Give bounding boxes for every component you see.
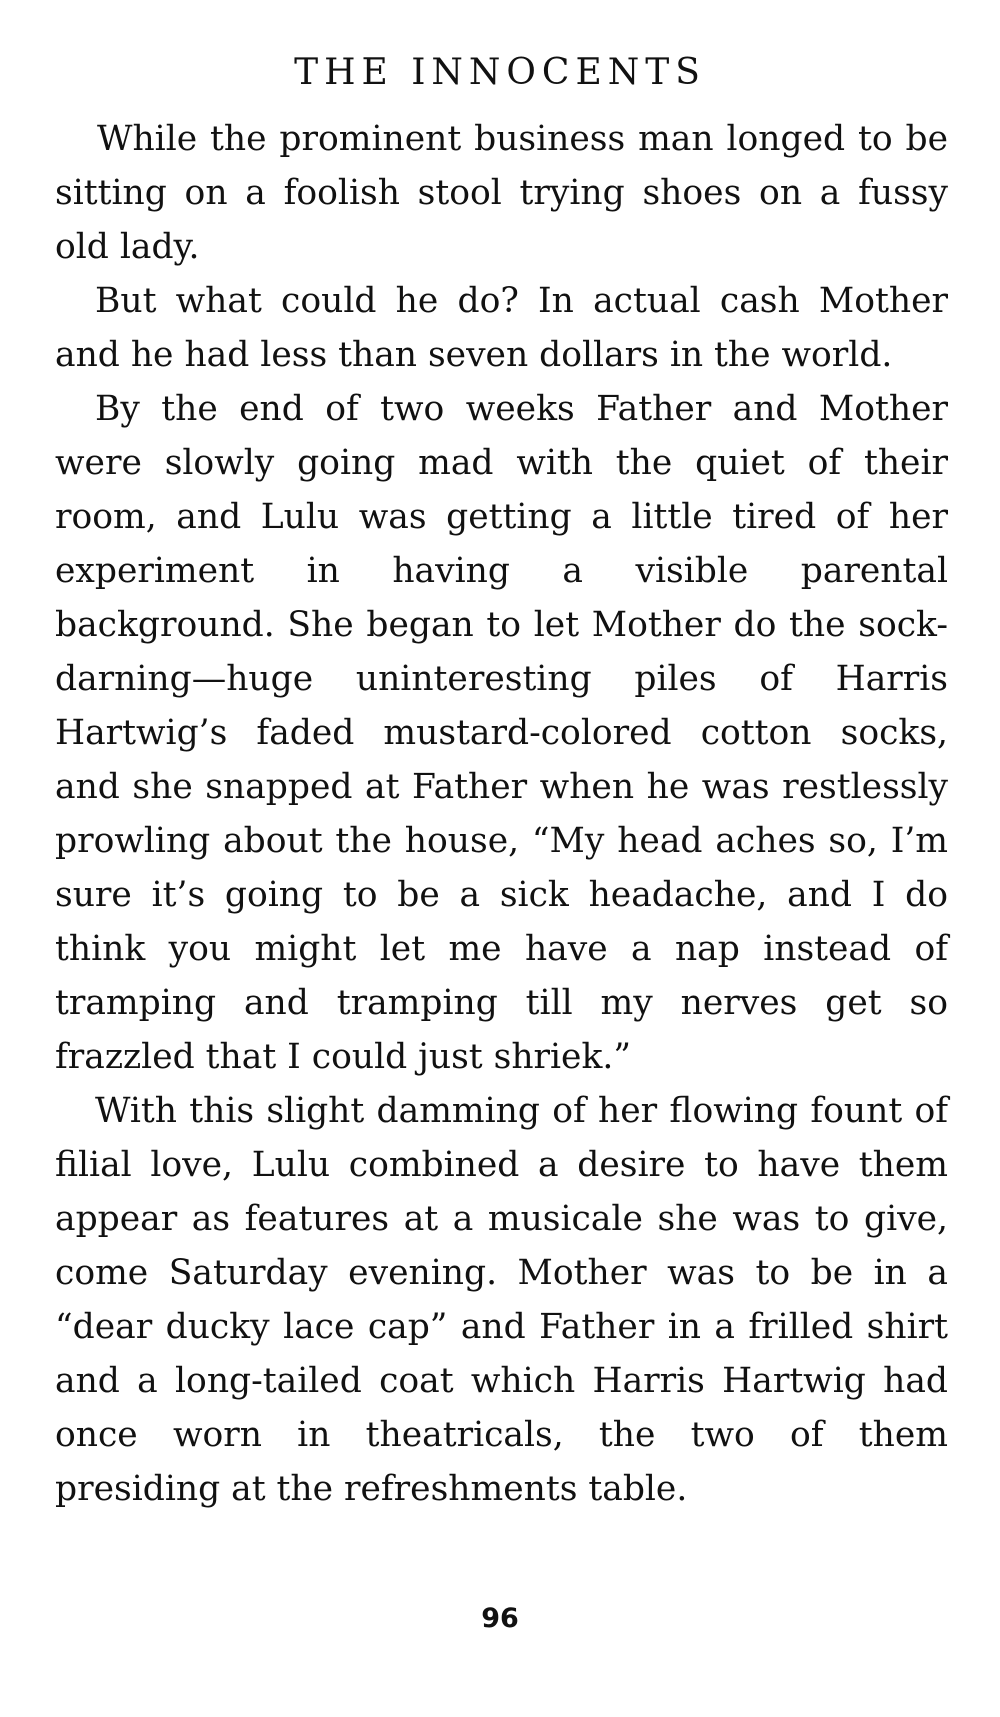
body-text: [55, 112, 948, 1516]
page-number: 96: [481, 1603, 519, 1634]
paragraph: With this slight damming of her flowing fount of filial love, Lulu combined a desire to have them appear as features at a musicale she was to give, come Saturday evening. Mother was to be in a “dear ducky lace cap” and Father in a frilled shirt and a long-tailed coat which Harris Hartwig had once worn in theatricals, the two of them presiding at the refreshments table.: [55, 1091, 948, 1509]
paragraph: While the prominent business man longed to be sitting on a foolish stool trying shoes on a fussy old lady.: [55, 119, 948, 267]
paragraph: But what could he do? In actual cash Mother and he had less than seven dollars in the world.: [55, 281, 948, 375]
paragraph: By the end of two weeks Father and Mother were slowly going mad with the quiet of their room, and Lulu was getting a little tired of her experiment in having a visible parental background. She began to let Mother do the sock-darning—huge uninteresting piles of Harris Hartwig’s faded mustard-colored cotton socks, and she snapped at Father when he was restlessly prowling about the house, “My head aches so, I’m sure it’s going to be a sick headache, and I do think you might let me have a nap instead of tramping and tramping till my nerves get so frazzled that I could just shriek.”: [55, 389, 948, 1077]
running-head: THE INNOCENTS: [294, 52, 706, 93]
